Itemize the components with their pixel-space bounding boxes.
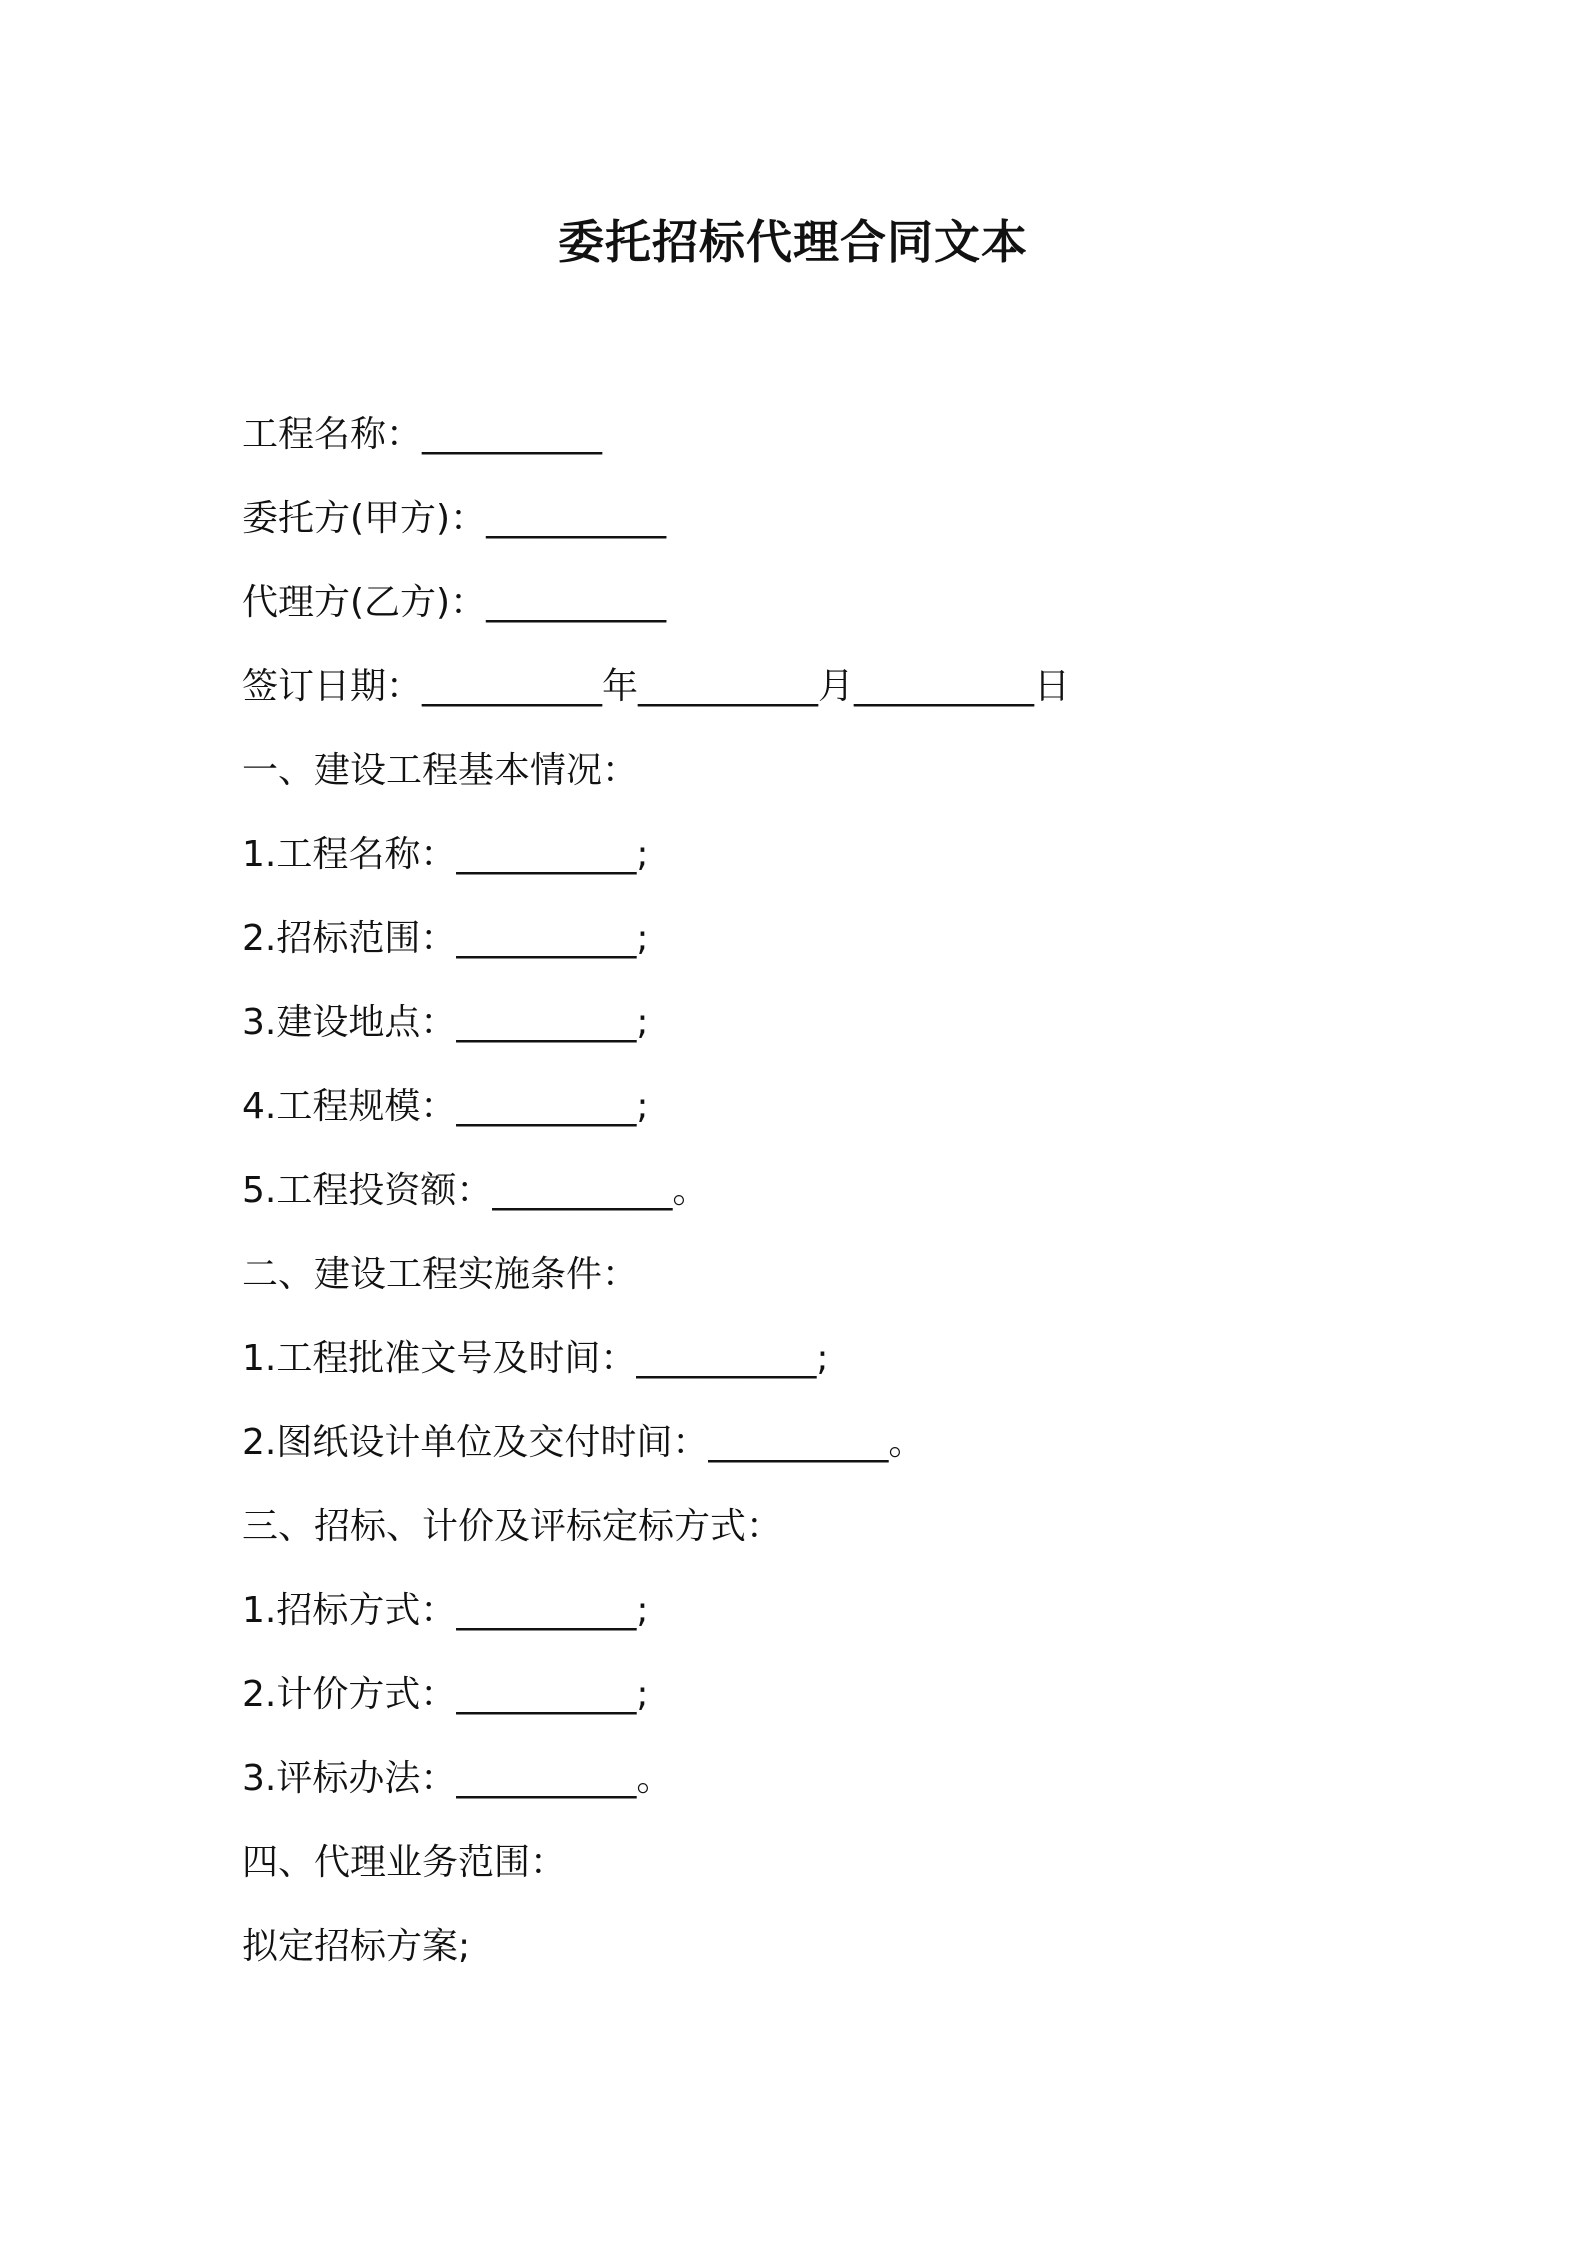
- document-title: 委托招标代理合同文本: [558, 215, 1028, 269]
- document-body: [242, 405, 1442, 2001]
- list-item: 3.建设地点：__________;: [242, 1002, 649, 1043]
- list-item: 1.招标方式：__________;: [242, 1590, 649, 1631]
- list-item: 4.工程规模：__________;: [242, 1086, 649, 1127]
- list-item: 1.工程名称：__________;: [242, 834, 649, 875]
- field-agent-party-b: 代理方(乙方)：__________: [242, 582, 667, 623]
- section-heading-1: 一、建设工程基本情况：: [242, 750, 639, 791]
- field-client-party-a: 委托方(甲方)：__________: [242, 498, 667, 539]
- field-signing-date: 签订日期：__________年__________月__________日: [242, 666, 1071, 707]
- section-heading-2: 二、建设工程实施条件：: [242, 1254, 639, 1295]
- list-item: 3.评标办法：__________。: [242, 1758, 673, 1799]
- list-item: 拟定招标方案;: [242, 1926, 471, 1967]
- list-item: 5.工程投资额：__________。: [242, 1170, 709, 1211]
- list-item: 2.计价方式：__________;: [242, 1674, 649, 1715]
- list-item: 2.招标范围：__________;: [242, 918, 649, 959]
- section-heading-4: 四、代理业务范围：: [242, 1842, 567, 1883]
- list-item: 2.图纸设计单位及交付时间：__________。: [242, 1422, 925, 1463]
- field-project-name: 工程名称：__________: [242, 414, 603, 455]
- list-item: 1.工程批准文号及时间：__________;: [242, 1338, 829, 1379]
- section-heading-3: 三、招标、计价及评标定标方式：: [242, 1506, 783, 1547]
